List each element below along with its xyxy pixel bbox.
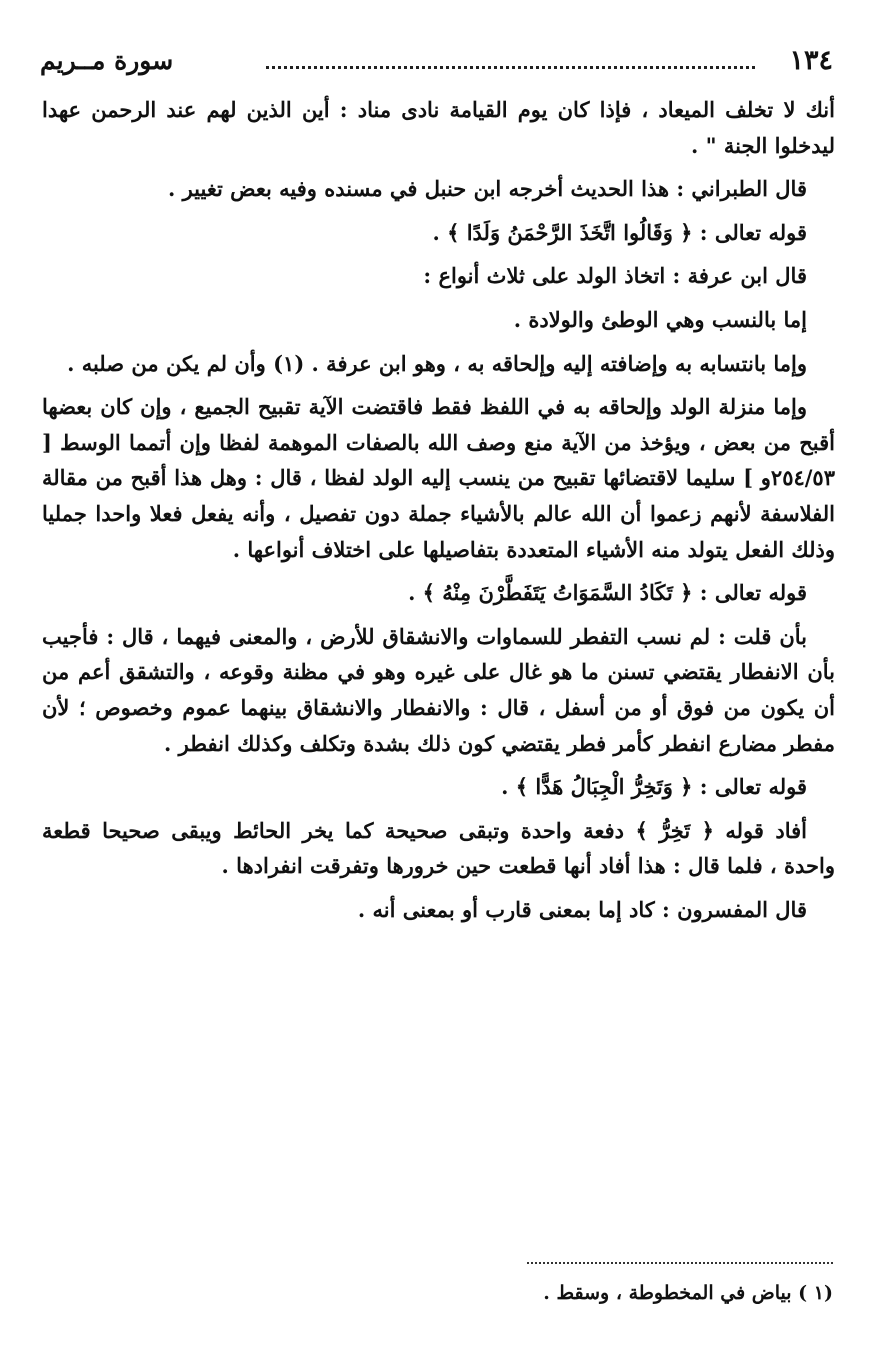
- paragraph: قال الطبراني : هذا الحديث أخرجه ابن حنبل في مسنده وفيه بعض تغيير .: [167, 176, 807, 202]
- paragraph: أفاد قوله ﴿ تَخِرُّ ﴾ دفعة واحدة وتبقى صحيحة كما يخر الحائط ويبقى صحيحا قطعة واحدة ، فلما قال : هذا أفاد أنها قطعت حين خرورها وتفرقت انفرادها .: [42, 817, 835, 879]
- paragraph: بأن قلت : لم نسب التفطر للسماوات والانشقاق للأرض ، والمعنى فيهما ، قال : فأجيب بأن الانفطار يقتضي تسنن ما هو غال على غيره وهو في مظنة وقوعه ، والتشقق أعم من أن يكون من فوق أو من أسفل ، قال : والانفطار والانشقاق بينهما عموم وخصوص ؛ لأن مفطر مضارع انفطر كأمر فطر يقتضي كون ذلك بشدة وتكلف وكذلك انفطر .: [42, 623, 835, 756]
- page-number: ١٣٤: [789, 45, 833, 76]
- header-dotted-rule: [266, 66, 755, 69]
- verse-heading: قوله تعالى : ﴿ تَكَادُ السَّمَوَاتُ يَتَفَطَّرْنَ مِنْهُ ﴾ .: [408, 580, 807, 606]
- footnote: (١ ) بياض في المخطوطة ، وسقط .: [543, 1282, 833, 1304]
- verse-heading: قوله تعالى : ﴿ وَقَالُوا اتَّخَذَ الرَّحْمَنُ وَلَدًا ﴾ .: [432, 219, 807, 245]
- paragraph: وإما منزلة الولد وإلحاقه به في اللفظ فقط فاقتضت الآية تقبيح الجميع ، وإن كان بعضها أقبح من بعض ، ويؤخذ من الآية منع وصف الله بالصفات الموهمة لفظا وإن أتمما الوسط [ ٢٥٤/٥٣و ] سليما لاقتضائها تقبيح من ينسب إليه الولد لفظا ، قال : وهل هذا أقبح من مقالة الفلاسفة لأنهم زعموا أن الله عالم بالأشياء جملة دون تفصيل ، وأنه يفعل فعلا واحدا جمليا وذلك الفعل يتولد منه الأشياء المتعددة بتفاصيلها على اختلاف أنواعها .: [42, 394, 835, 562]
- page-header: [40, 44, 833, 84]
- paragraph: قال المفسرون : كاد إما بمعنى قارب أو بمعنى أنه .: [357, 896, 807, 922]
- main-text: [42, 92, 835, 935]
- paragraph: قال ابن عرفة : اتخاذ الولد على ثلاث أنواع :: [423, 263, 807, 289]
- surah-title: سورة مــريم: [40, 46, 174, 75]
- paragraph: إما بالنسب وهي الوطئ والولادة .: [513, 306, 807, 332]
- paragraph: وإما بانتسابه به وإضافته إليه وإلحاقه به ، وهو ابن عرفة . (١) وأن لم يكن من صلبه .: [67, 350, 807, 376]
- verse-heading: قوله تعالى : ﴿ وَتَخِرُّ الْجِبَالُ هَدًّا ﴾ .: [501, 774, 807, 800]
- paragraph: أنك لا تخلف الميعاد ، فإذا كان يوم القيامة نادى مناد : أين الذين لهم عند الرحمن عهدا ليدخلوا الجنة " .: [42, 97, 835, 158]
- footnote-separator: [527, 1262, 833, 1264]
